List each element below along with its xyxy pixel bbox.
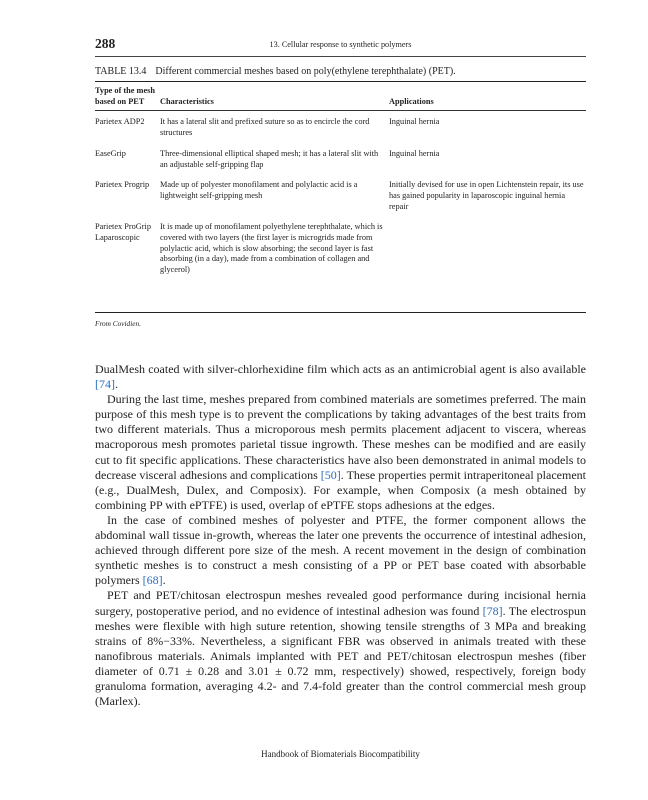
citation-link[interactable]: [78] [482, 603, 503, 618]
cell-type: Parietex ADP2 [95, 117, 145, 127]
table-caption-label: TABLE 13.4 [95, 66, 147, 77]
column-header-type: Type of the mesh based on PET [95, 86, 160, 111]
table-header-row [95, 86, 586, 111]
column-header-characteristics: Characteristics [160, 86, 389, 111]
table-row [95, 174, 586, 216]
table-row [95, 216, 586, 280]
paragraph [95, 588, 586, 709]
paragraph-text: . These properties permit intraperitoneal placement (e.g., DualMesh, Dulex, and Composix). For example, when Composix (a mesh obtained by combining PP with ePTFE) is used, overlap of ePTFE stops adhesions at the edges. [95, 467, 586, 512]
table-caption [95, 66, 456, 77]
column-header-applications: Applications [389, 86, 586, 111]
cell-applications: Inguinal hernia [389, 148, 440, 158]
cell-applications [389, 216, 586, 280]
cell-type: EaseGrip [95, 148, 126, 158]
page-number: 288 [95, 36, 116, 51]
page-header [95, 36, 586, 54]
paragraph-text: During the last time, meshes prepared from combined materials are sometimes preferred. The main purpose of this mesh type is to prevent the complications by taking advantages of the best traits from two different materials. Thus a microporous mesh permits placement adjacent to viscera, whereas macroporous mesh promotes parietal tissue ingrowth. These meshes can be modified and are easily cut to fit specific applications. These characteristics have also been demonstrated in animal models to decrease visceral adhesions and complications [95, 392, 586, 482]
paragraph-text: . The electrospun meshes were flexible with high suture retention, showing tensile strengths of 3 MPa and breaking strains of 8%−33%. Nevertheless, a significant FBR was observed in animals treated with these nanofibrous materials. Animals implanted with PET and PET/chitosan electrospun meshes (fiber diameter of 0.71 ± 0.28 and 3.01 ± 0.72 mm, respectively) showed, respectively, foreign body granuloma formation, averaging 4.2- and 7.4-fold greater than the control commercial mesh group (Marlex). [95, 603, 586, 709]
table-row [95, 143, 586, 174]
citation-link[interactable]: [68] [142, 573, 163, 588]
table-bottom-rule [95, 312, 586, 313]
document-page [95, 0, 586, 800]
paragraph-text: . [162, 573, 166, 588]
paragraph-text: . [115, 377, 118, 392]
paragraph-text: In the case of combined meshes of polyester and PTFE, the former component allows the abdominal wall tissue in-growth, whereas the later one prevents the occurrence of intestinal adhesion, achieved through different pore size of the mesh. A recent movement in the design of combination synthetic meshes is to construct a mesh consisting of a PP or PET base coated with absorbable polymers [95, 512, 586, 588]
citation-link[interactable]: [50] [320, 467, 341, 482]
header-rule [95, 56, 586, 57]
cell-applications: Initially devised for use in open Lichtenstein repair, its use has gained popularity in laparoscopic inguinal hernia repair [389, 180, 584, 211]
table-top-rule [95, 81, 586, 82]
cell-characteristics: It has a lateral slit and prefixed suture so as to encircle the cord structures [160, 117, 370, 138]
paragraph-text: PET and PET/chitosan electrospun meshes revealed good performance during incisional hernia surgery, postoperative period, and no evidence of intestinal adhesion was found [95, 588, 586, 618]
mesh-table [95, 86, 586, 280]
cell-applications: Inguinal hernia [389, 117, 440, 127]
cell-characteristics: It is made up of monofilament polyethylene terephthalate, which is covered with two layers (the first layer is microgrids made from polylactic acid, which is slow absorbing; the second layer is fast absorbing (in a day), made from a combination of collagen and glycerol) [160, 222, 383, 275]
table-caption-text: Different commercial meshes based on poly(ethylene terephthalate) (PET). [155, 66, 456, 77]
body-text [95, 362, 586, 709]
paragraph [95, 392, 586, 513]
table-row [95, 111, 586, 143]
paragraph [95, 513, 586, 588]
paragraph [95, 362, 586, 392]
running-title: 13. Cellular response to synthetic polymers [269, 40, 412, 49]
cell-characteristics: Made up of polyester monofilament and polylactic acid is a lightweight self-gripping mesh [160, 180, 358, 200]
table-source: From Covidien. [95, 319, 141, 328]
citation-link[interactable]: [74] [95, 377, 115, 392]
cell-type: Parietex ProGrip Laparoscopic [95, 222, 151, 243]
paragraph-text: DualMesh coated with silver-chlorhexidine film which acts as an antimicrobial agent is also available [95, 362, 586, 376]
cell-type: Parietex Progrip [95, 180, 150, 190]
page-footer: Handbook of Biomaterials Biocompatibility [261, 749, 420, 759]
cell-characteristics: Three-dimensional elliptical shaped mesh; it has a lateral slit with an adjustable self-gripping flap [160, 148, 379, 169]
